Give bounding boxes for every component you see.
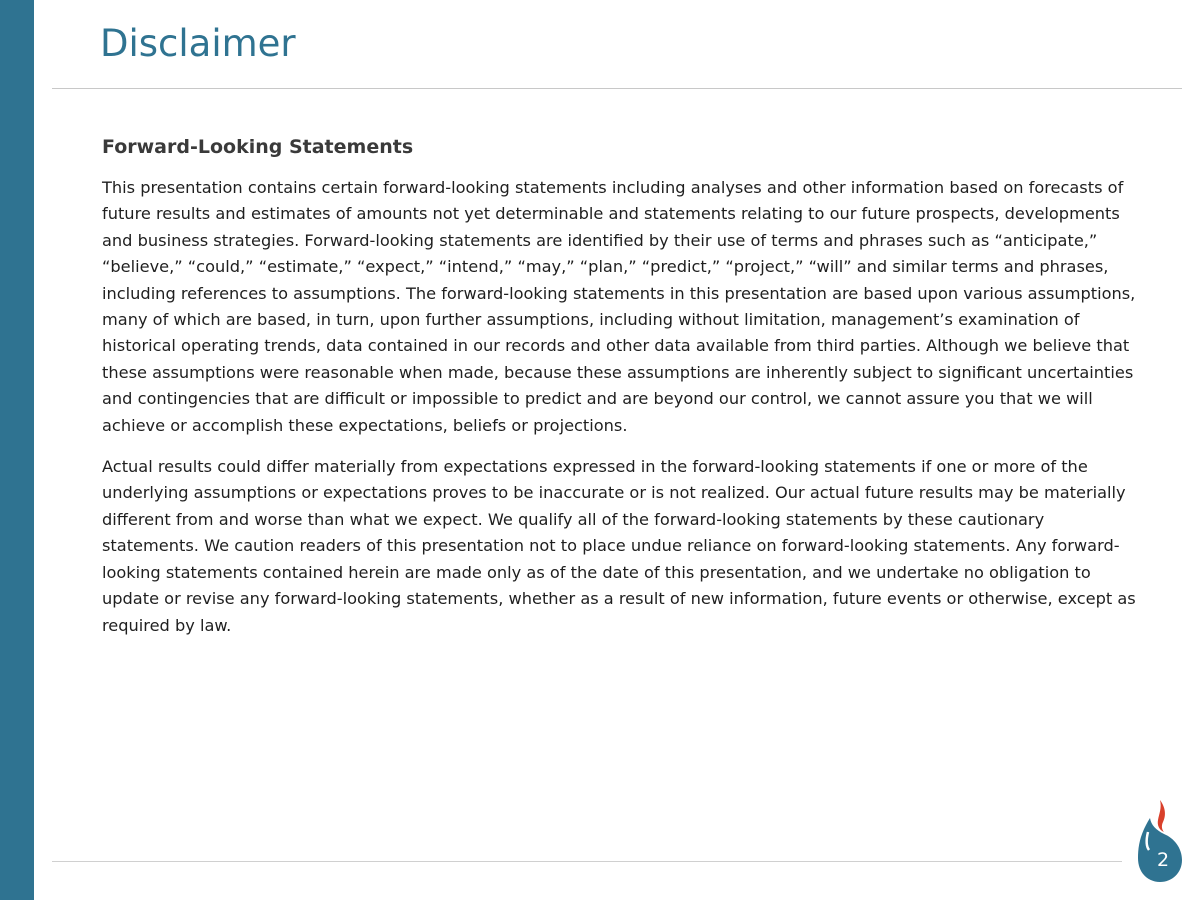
- slide-title: Disclaimer: [100, 22, 296, 65]
- paragraph-actual-results: Actual results could differ materially from expectations expressed in the forward-looking statements if one or more of the underlying assumptions or expectations proves to be inaccurate or is not realized. Our actual future results may be materially different from and worse than what we expect. We qualify all of the forward-looking statements by these cautionary statements. We caution readers of this presentation not to place undue reliance on forward-looking statements. Any forward-looking statements contained herein are made only as of the date of this presentation, and we undertake no obligation to update or revise any forward-looking statements, whether as a result of new information, future events or otherwise, except as required by law.: [102, 457, 1136, 635]
- disclaimer-content: [102, 136, 1142, 654]
- flame-icon: [1158, 800, 1165, 832]
- flame-drop-logo-icon: [1136, 798, 1184, 884]
- page-number: 2: [1156, 849, 1170, 871]
- footer-divider: [52, 861, 1122, 862]
- left-accent-bar: [0, 0, 34, 900]
- section-heading: Forward-Looking Statements: [102, 136, 414, 158]
- title-divider: [52, 88, 1182, 89]
- paragraph-forward-looking: This presentation contains certain forward-looking statements including analyses and other information based on forecasts of future results and estimates of amounts not yet determinable and statements relating to our future prospects, developments and business strategies. Forward-looking statements are identified by their use of terms and phrases such as “anticipate,” “believe,” “could,” “estimate,” “expect,” “intend,” “may,” “plan,” “predict,” “project,” “will” and similar terms and phrases, including references to assumptions. The forward-looking statements in this presentation are based upon various assumptions, many of which are based, in turn, upon further assumptions, including without limitation, management’s examination of historical operating trends, data contained in our records and other data available from third parties. Although we believe that these assumptions were reasonable when made, because these assumptions are inherently subject to significant uncertainties and contingencies that are difficult or impossible to predict and are beyond our control, we cannot assure you that we will achieve or accomplish these expectations, beliefs or projections.: [102, 178, 1136, 435]
